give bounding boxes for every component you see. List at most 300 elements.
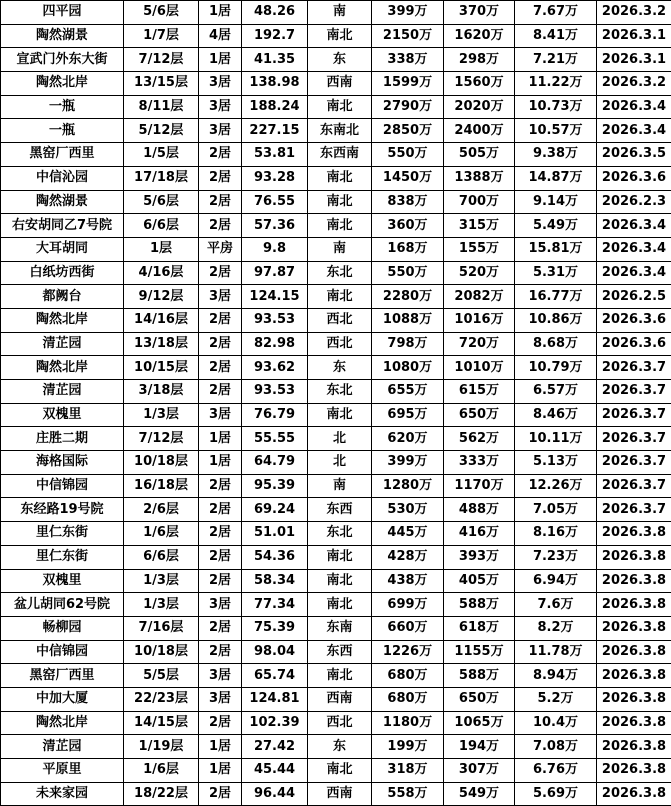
list-price-cell: 1599万 <box>372 72 444 96</box>
community-cell: 海格国际 <box>1 451 124 475</box>
list-price-cell: 798万 <box>372 332 444 356</box>
deal-price-cell: 298万 <box>444 48 515 72</box>
floor-cell: 5/5层 <box>124 664 199 688</box>
date-cell: 2026.3.8 <box>597 569 671 593</box>
orientation-cell: 西南 <box>308 687 372 711</box>
date-cell: 2026.3.4 <box>597 95 671 119</box>
orientation-cell: 东北 <box>308 380 372 404</box>
floor-cell: 7/12层 <box>124 48 199 72</box>
list-price-cell: 1180万 <box>372 711 444 735</box>
deal-price-cell: 615万 <box>444 380 515 404</box>
unit-price-cell: 14.87万 <box>515 166 597 190</box>
floor-cell: 8/11层 <box>124 95 199 119</box>
date-cell: 2026.3.8 <box>597 616 671 640</box>
deal-price-cell: 588万 <box>444 664 515 688</box>
orientation-cell: 东北 <box>308 261 372 285</box>
date-cell: 2026.3.5 <box>597 143 671 167</box>
layout-cell: 3居 <box>199 119 242 143</box>
unit-price-cell: 12.26万 <box>515 474 597 498</box>
list-price-cell: 168万 <box>372 237 444 261</box>
area-cell: 75.39 <box>242 616 308 640</box>
date-cell: 2026.3.7 <box>597 451 671 475</box>
floor-cell: 13/18层 <box>124 332 199 356</box>
table-row <box>1 237 671 261</box>
orientation-cell: 东 <box>308 735 372 759</box>
layout-cell: 1居 <box>199 451 242 475</box>
area-cell: 93.53 <box>242 380 308 404</box>
layout-cell: 2居 <box>199 261 242 285</box>
floor-cell: 14/15层 <box>124 711 199 735</box>
deal-price-cell: 393万 <box>444 545 515 569</box>
layout-cell: 2居 <box>199 143 242 167</box>
list-price-cell: 1080万 <box>372 356 444 380</box>
table-row <box>1 166 671 190</box>
area-cell: 95.39 <box>242 474 308 498</box>
table-row <box>1 498 671 522</box>
unit-price-cell: 8.68万 <box>515 332 597 356</box>
deal-price-cell: 505万 <box>444 143 515 167</box>
area-cell: 54.36 <box>242 545 308 569</box>
community-cell: 陶然北岸 <box>1 711 124 735</box>
community-cell: 黑窑厂西里 <box>1 143 124 167</box>
unit-price-cell: 8.2万 <box>515 616 597 640</box>
date-cell: 2026.2.3 <box>597 190 671 214</box>
orientation-cell: 南 <box>308 1 372 25</box>
table-row <box>1 522 671 546</box>
unit-price-cell: 5.2万 <box>515 687 597 711</box>
list-price-cell: 558万 <box>372 782 444 806</box>
community-cell: 中加大厦 <box>1 687 124 711</box>
floor-cell: 1/3层 <box>124 569 199 593</box>
area-cell: 82.98 <box>242 332 308 356</box>
unit-price-cell: 7.08万 <box>515 735 597 759</box>
area-cell: 76.79 <box>242 403 308 427</box>
floor-cell: 16/18层 <box>124 474 199 498</box>
community-cell: 清芷园 <box>1 735 124 759</box>
area-cell: 102.39 <box>242 711 308 735</box>
list-price-cell: 1280万 <box>372 474 444 498</box>
date-cell: 2026.3.8 <box>597 640 671 664</box>
table-row <box>1 759 671 783</box>
floor-cell: 1层 <box>124 237 199 261</box>
community-cell: 双槐里 <box>1 569 124 593</box>
floor-cell: 14/16层 <box>124 308 199 332</box>
date-cell: 2026.3.7 <box>597 403 671 427</box>
floor-cell: 13/15层 <box>124 72 199 96</box>
orientation-cell: 东 <box>308 48 372 72</box>
orientation-cell: 南北 <box>308 664 372 688</box>
community-cell: 里仁东街 <box>1 522 124 546</box>
floor-cell: 1/6层 <box>124 522 199 546</box>
orientation-cell: 东西 <box>308 640 372 664</box>
layout-cell: 2居 <box>199 545 242 569</box>
list-price-cell: 199万 <box>372 735 444 759</box>
orientation-cell: 东北 <box>308 522 372 546</box>
floor-cell: 22/23层 <box>124 687 199 711</box>
table-row <box>1 569 671 593</box>
orientation-cell: 南北 <box>308 166 372 190</box>
deal-price-cell: 650万 <box>444 403 515 427</box>
area-cell: 192.7 <box>242 24 308 48</box>
deal-price-cell: 720万 <box>444 332 515 356</box>
deal-price-cell: 307万 <box>444 759 515 783</box>
floor-cell: 5/6层 <box>124 190 199 214</box>
deal-price-cell: 650万 <box>444 687 515 711</box>
layout-cell: 2居 <box>199 356 242 380</box>
unit-price-cell: 7.67万 <box>515 1 597 25</box>
date-cell: 2026.3.1 <box>597 24 671 48</box>
list-price-cell: 2280万 <box>372 285 444 309</box>
table-row <box>1 48 671 72</box>
date-cell: 2026.3.8 <box>597 687 671 711</box>
floor-cell: 9/12层 <box>124 285 199 309</box>
community-cell: 庄胜二期 <box>1 427 124 451</box>
floor-cell: 10/18层 <box>124 640 199 664</box>
area-cell: 45.44 <box>242 759 308 783</box>
layout-cell: 平房 <box>199 237 242 261</box>
table-row <box>1 735 671 759</box>
area-cell: 64.79 <box>242 451 308 475</box>
orientation-cell: 南北 <box>308 545 372 569</box>
layout-cell: 2居 <box>199 474 242 498</box>
layout-cell: 2居 <box>199 640 242 664</box>
date-cell: 2026.3.7 <box>597 474 671 498</box>
floor-cell: 10/15层 <box>124 356 199 380</box>
floor-cell: 5/12层 <box>124 119 199 143</box>
deal-price-cell: 194万 <box>444 735 515 759</box>
list-price-cell: 550万 <box>372 261 444 285</box>
table-body <box>1 1 671 806</box>
deal-price-cell: 1155万 <box>444 640 515 664</box>
area-cell: 9.8 <box>242 237 308 261</box>
layout-cell: 2居 <box>199 332 242 356</box>
list-price-cell: 2850万 <box>372 119 444 143</box>
layout-cell: 1居 <box>199 735 242 759</box>
deal-price-cell: 155万 <box>444 237 515 261</box>
list-price-cell: 838万 <box>372 190 444 214</box>
date-cell: 2026.3.8 <box>597 735 671 759</box>
layout-cell: 2居 <box>199 522 242 546</box>
table-row <box>1 380 671 404</box>
community-cell: 都阙台 <box>1 285 124 309</box>
deal-price-cell: 2020万 <box>444 95 515 119</box>
list-price-cell: 438万 <box>372 569 444 593</box>
layout-cell: 1居 <box>199 48 242 72</box>
community-cell: 双槐里 <box>1 403 124 427</box>
orientation-cell: 东南 <box>308 616 372 640</box>
community-cell: 一瓶 <box>1 119 124 143</box>
community-cell: 右安胡同乙7号院 <box>1 214 124 238</box>
area-cell: 98.04 <box>242 640 308 664</box>
orientation-cell: 西北 <box>308 332 372 356</box>
deal-price-cell: 1065万 <box>444 711 515 735</box>
floor-cell: 5/6层 <box>124 1 199 25</box>
deal-price-cell: 562万 <box>444 427 515 451</box>
table-row <box>1 711 671 735</box>
community-cell: 盆儿胡同62号院 <box>1 593 124 617</box>
unit-price-cell: 16.77万 <box>515 285 597 309</box>
deal-price-cell: 1388万 <box>444 166 515 190</box>
layout-cell: 3居 <box>199 664 242 688</box>
layout-cell: 2居 <box>199 782 242 806</box>
area-cell: 93.62 <box>242 356 308 380</box>
orientation-cell: 西北 <box>308 711 372 735</box>
area-cell: 58.34 <box>242 569 308 593</box>
date-cell: 2026.3.8 <box>597 759 671 783</box>
community-cell: 宣武门外东大街 <box>1 48 124 72</box>
layout-cell: 2居 <box>199 498 242 522</box>
orientation-cell: 东西 <box>308 498 372 522</box>
floor-cell: 7/16层 <box>124 616 199 640</box>
date-cell: 2026.3.7 <box>597 356 671 380</box>
deal-price-cell: 1016万 <box>444 308 515 332</box>
date-cell: 2026.3.2 <box>597 1 671 25</box>
area-cell: 57.36 <box>242 214 308 238</box>
orientation-cell: 南北 <box>308 24 372 48</box>
table-row <box>1 427 671 451</box>
layout-cell: 3居 <box>199 72 242 96</box>
unit-price-cell: 11.22万 <box>515 72 597 96</box>
area-cell: 96.44 <box>242 782 308 806</box>
unit-price-cell: 10.4万 <box>515 711 597 735</box>
deal-price-cell: 416万 <box>444 522 515 546</box>
community-cell: 清芷园 <box>1 332 124 356</box>
floor-cell: 1/7层 <box>124 24 199 48</box>
layout-cell: 1居 <box>199 759 242 783</box>
area-cell: 97.87 <box>242 261 308 285</box>
area-cell: 188.24 <box>242 95 308 119</box>
table-row <box>1 451 671 475</box>
unit-price-cell: 9.14万 <box>515 190 597 214</box>
list-price-cell: 620万 <box>372 427 444 451</box>
date-cell: 2026.3.8 <box>597 522 671 546</box>
layout-cell: 1居 <box>199 427 242 451</box>
layout-cell: 3居 <box>199 285 242 309</box>
unit-price-cell: 7.21万 <box>515 48 597 72</box>
community-cell: 一瓶 <box>1 95 124 119</box>
orientation-cell: 东南北 <box>308 119 372 143</box>
deal-price-cell: 2400万 <box>444 119 515 143</box>
area-cell: 51.01 <box>242 522 308 546</box>
list-price-cell: 2150万 <box>372 24 444 48</box>
orientation-cell: 南 <box>308 474 372 498</box>
area-cell: 124.15 <box>242 285 308 309</box>
list-price-cell: 550万 <box>372 143 444 167</box>
list-price-cell: 530万 <box>372 498 444 522</box>
deal-price-cell: 700万 <box>444 190 515 214</box>
unit-price-cell: 8.94万 <box>515 664 597 688</box>
table-row <box>1 332 671 356</box>
date-cell: 2026.3.8 <box>597 545 671 569</box>
floor-cell: 3/18层 <box>124 380 199 404</box>
list-price-cell: 699万 <box>372 593 444 617</box>
date-cell: 2026.3.4 <box>597 261 671 285</box>
unit-price-cell: 8.16万 <box>515 522 597 546</box>
unit-price-cell: 5.13万 <box>515 451 597 475</box>
table-row <box>1 119 671 143</box>
orientation-cell: 北 <box>308 427 372 451</box>
layout-cell: 2居 <box>199 166 242 190</box>
table-row <box>1 356 671 380</box>
area-cell: 48.26 <box>242 1 308 25</box>
date-cell: 2026.3.7 <box>597 498 671 522</box>
date-cell: 2026.3.8 <box>597 711 671 735</box>
area-cell: 53.81 <box>242 143 308 167</box>
deal-price-cell: 333万 <box>444 451 515 475</box>
unit-price-cell: 10.86万 <box>515 308 597 332</box>
unit-price-cell: 10.11万 <box>515 427 597 451</box>
orientation-cell: 南北 <box>308 593 372 617</box>
floor-cell: 1/19层 <box>124 735 199 759</box>
community-cell: 陶然北岸 <box>1 356 124 380</box>
layout-cell: 2居 <box>199 380 242 404</box>
date-cell: 2026.3.8 <box>597 593 671 617</box>
area-cell: 65.74 <box>242 664 308 688</box>
list-price-cell: 695万 <box>372 403 444 427</box>
table-row <box>1 143 671 167</box>
area-cell: 227.15 <box>242 119 308 143</box>
community-cell: 白纸坊西街 <box>1 261 124 285</box>
community-cell: 陶然北岸 <box>1 72 124 96</box>
list-price-cell: 660万 <box>372 616 444 640</box>
table-row <box>1 474 671 498</box>
community-cell: 陶然湖景 <box>1 190 124 214</box>
deal-price-cell: 405万 <box>444 569 515 593</box>
layout-cell: 1居 <box>199 1 242 25</box>
floor-cell: 1/6层 <box>124 759 199 783</box>
floor-cell: 1/3层 <box>124 403 199 427</box>
list-price-cell: 680万 <box>372 664 444 688</box>
table-row <box>1 261 671 285</box>
layout-cell: 2居 <box>199 616 242 640</box>
table-row <box>1 545 671 569</box>
layout-cell: 3居 <box>199 687 242 711</box>
unit-price-cell: 7.05万 <box>515 498 597 522</box>
table-row <box>1 664 671 688</box>
deal-price-cell: 588万 <box>444 593 515 617</box>
deal-price-cell: 1170万 <box>444 474 515 498</box>
deal-price-cell: 549万 <box>444 782 515 806</box>
area-cell: 124.81 <box>242 687 308 711</box>
deal-price-cell: 315万 <box>444 214 515 238</box>
list-price-cell: 655万 <box>372 380 444 404</box>
date-cell: 2026.3.7 <box>597 427 671 451</box>
layout-cell: 2居 <box>199 214 242 238</box>
layout-cell: 2居 <box>199 711 242 735</box>
layout-cell: 2居 <box>199 190 242 214</box>
area-cell: 77.34 <box>242 593 308 617</box>
community-cell: 清芷园 <box>1 380 124 404</box>
community-cell: 平原里 <box>1 759 124 783</box>
date-cell: 2026.3.8 <box>597 782 671 806</box>
layout-cell: 2居 <box>199 308 242 332</box>
list-price-cell: 338万 <box>372 48 444 72</box>
unit-price-cell: 10.73万 <box>515 95 597 119</box>
unit-price-cell: 5.69万 <box>515 782 597 806</box>
floor-cell: 6/6层 <box>124 214 199 238</box>
community-cell: 中信锦园 <box>1 474 124 498</box>
layout-cell: 3居 <box>199 593 242 617</box>
list-price-cell: 360万 <box>372 214 444 238</box>
floor-cell: 1/3层 <box>124 593 199 617</box>
community-cell: 东经路19号院 <box>1 498 124 522</box>
table-row <box>1 782 671 806</box>
area-cell: 138.98 <box>242 72 308 96</box>
date-cell: 2026.3.8 <box>597 664 671 688</box>
unit-price-cell: 8.46万 <box>515 403 597 427</box>
community-cell: 未来家园 <box>1 782 124 806</box>
date-cell: 2026.3.4 <box>597 214 671 238</box>
area-cell: 41.35 <box>242 48 308 72</box>
layout-cell: 4居 <box>199 24 242 48</box>
community-cell: 中信沁园 <box>1 166 124 190</box>
table-row <box>1 190 671 214</box>
date-cell: 2026.3.4 <box>597 237 671 261</box>
list-price-cell: 680万 <box>372 687 444 711</box>
table-row <box>1 403 671 427</box>
community-cell: 大耳胡同 <box>1 237 124 261</box>
table-row <box>1 593 671 617</box>
unit-price-cell: 6.76万 <box>515 759 597 783</box>
unit-price-cell: 15.81万 <box>515 237 597 261</box>
date-cell: 2026.3.2 <box>597 72 671 96</box>
floor-cell: 18/22层 <box>124 782 199 806</box>
floor-cell: 10/18层 <box>124 451 199 475</box>
orientation-cell: 南北 <box>308 190 372 214</box>
community-cell: 畅柳园 <box>1 616 124 640</box>
floor-cell: 6/6层 <box>124 545 199 569</box>
orientation-cell: 南北 <box>308 759 372 783</box>
orientation-cell: 南北 <box>308 403 372 427</box>
orientation-cell: 南北 <box>308 285 372 309</box>
deal-price-cell: 1560万 <box>444 72 515 96</box>
orientation-cell: 南北 <box>308 214 372 238</box>
layout-cell: 3居 <box>199 403 242 427</box>
list-price-cell: 428万 <box>372 545 444 569</box>
table-row <box>1 687 671 711</box>
orientation-cell: 南北 <box>308 569 372 593</box>
orientation-cell: 东西南 <box>308 143 372 167</box>
deal-price-cell: 2082万 <box>444 285 515 309</box>
date-cell: 2026.3.1 <box>597 48 671 72</box>
deal-price-cell: 1620万 <box>444 24 515 48</box>
date-cell: 2026.3.7 <box>597 380 671 404</box>
list-price-cell: 1088万 <box>372 308 444 332</box>
unit-price-cell: 7.23万 <box>515 545 597 569</box>
list-price-cell: 318万 <box>372 759 444 783</box>
table-row <box>1 640 671 664</box>
community-cell: 陶然北岸 <box>1 308 124 332</box>
area-cell: 93.28 <box>242 166 308 190</box>
list-price-cell: 1226万 <box>372 640 444 664</box>
layout-cell: 3居 <box>199 95 242 119</box>
date-cell: 2026.3.6 <box>597 166 671 190</box>
table-row <box>1 214 671 238</box>
list-price-cell: 399万 <box>372 451 444 475</box>
layout-cell: 2居 <box>199 569 242 593</box>
floor-cell: 4/16层 <box>124 261 199 285</box>
table-row <box>1 308 671 332</box>
deal-price-cell: 488万 <box>444 498 515 522</box>
deal-price-cell: 520万 <box>444 261 515 285</box>
deal-price-cell: 1010万 <box>444 356 515 380</box>
orientation-cell: 东 <box>308 356 372 380</box>
area-cell: 93.53 <box>242 308 308 332</box>
floor-cell: 2/6层 <box>124 498 199 522</box>
list-price-cell: 399万 <box>372 1 444 25</box>
orientation-cell: 西北 <box>308 308 372 332</box>
orientation-cell: 南 <box>308 237 372 261</box>
